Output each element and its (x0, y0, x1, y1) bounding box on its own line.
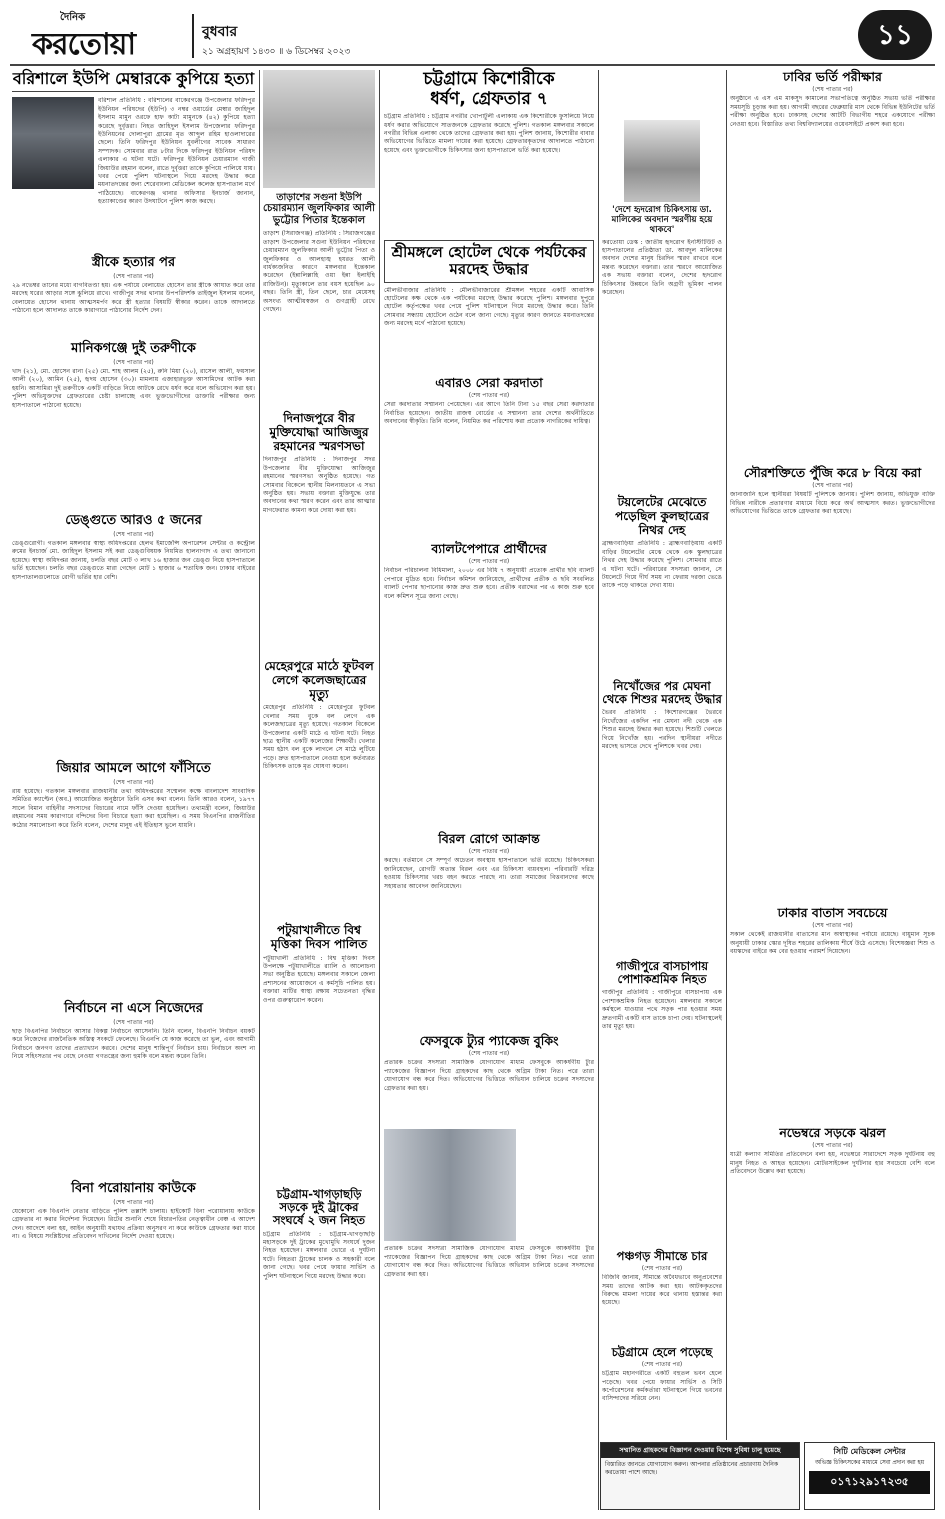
article-hudaroy (602, 120, 722, 489)
headline: চট্টগ্রাম-খাগড়াছড়ি সড়কে দুই ট্রাকের সংঘর্ষে ২ জন নিহত (272, 1187, 366, 1228)
headline: বিরল রোগে আক্রান্ত (438, 831, 540, 846)
column-rule (598, 70, 599, 1510)
headline: বিনা পরোয়ানায় কাউকে (71, 1181, 196, 1196)
article-body: ভৈরব প্রতিনিধি : কিশোরগঞ্জের ভৈরবে নিখোঁজের একদিন পর মেঘনা নদী থেকে এক শিশুর মরদেহ উদ্ধার করা হয়েছে। শিশুটি খেলতে গিয়ে নিখোঁজ হয়। পরদিন স্থানীয়রা নদীতে মরদেহ ভাসতে দেখে পুলিশকে খবর দেয়। (602, 709, 722, 751)
article-body: যেকোনো এক বিএনপি নেতার বাড়িতে পুলিশ তল্লাশি চালায়। হাইকোর্ট বিনা পরোয়ানায় কাউকে গ্রেফতার না করার নির্দেশনা দিয়েছেন। রিটের শুনানি শেষে বিচারপতির নেতৃত্বাধীন বেঞ্চ এ আদেশ দেন। আদেশে বলা হয়, আইন অনুযায়ী যথাযথ প্রক্রিয়া অনুসরণ না করে কাউকে গ্রেফতার করা যাবে না। এ বিষয়ে সংশ্লিষ্টদের প্রতিবেদন দাখিলের নির্দেশ দেওয়া হয়েছে। (12, 1207, 255, 1241)
article-patuakhali (263, 924, 375, 1165)
arrested-photo (384, 1129, 516, 1241)
headline-line-1: চট্টগ্রামে কিশোরীকে (423, 69, 555, 89)
headline: চেয়ারম্যান জুলফিকার আলী ভুট্টোর পিতার ইন্তেকাল (263, 203, 375, 227)
continued-label: (শেষ পাতার পর) (113, 1198, 154, 1206)
brand-logo: করতোয়া (32, 27, 136, 62)
article-ballotpaper (384, 542, 594, 823)
column-rule (379, 70, 380, 1510)
continued-label: (শেষ পাতার পর) (812, 482, 853, 490)
article-body: করতোয়া ডেস্ক : জাতীয় হৃদরোগ ইনস্টিটিউট ও হাসপাতালের প্রতিষ্ঠাতা ডা. আবদুল মালিকের অবদান দেশের মানুষ চিরদিন স্মরণ রাখবে বলে মন্তব্য করেছেন বক্তারা। তার স্মরণে আয়োজিত এক সভায় বক্তারা বলেন, দেশের হৃদরোগ চিকিৎসার উন্নয়নে তিনি অগ্রণী ভূমিকা পালন করেছেন। (602, 238, 722, 296)
article-body: ছাড় বিএনপির নির্বাচনে আসার বিকল্প নির্বাচনে আসেননি। তিনি বলেন, বিএনপি নির্বাচন বয়কট করে নিজেদের রাজনৈতিক অস্তিত্ব সংকটে ফেলেছে। বিএনপি যে কাজ করেছে তা ভুল, এবং আগামী নির্বাচনে জনগণ তাদের প্রত্যাখ্যান করবে। দেশের মানুষ শান্তিপূর্ণ নির্বাচন চায়। নির্বাচনে অংশ না নিয়ে সহিংসতার পথ বেছে নেওয়া গণতন্ত্রের জন্য হুমকি বলে মন্তব্য করেন তিনি। (12, 1027, 255, 1061)
continued-label: (শেষ পাতার পর) (468, 848, 510, 856)
article-dhaka-bayu (730, 906, 935, 1121)
article-zia (12, 762, 255, 998)
elder-photo (263, 70, 375, 188)
article-nirbachon (12, 1002, 255, 1176)
day-label: বুধবার (202, 24, 238, 40)
ad-right-title: সিটি মেডিকেল সেন্টার (833, 1447, 906, 1456)
headline-line-2: ধর্ষণ, গ্রেফতার ৭ (430, 88, 548, 109)
headline: মানিকগঞ্জে দুই তরুণীকে (71, 341, 196, 356)
continued-label: (শেষ পাতার পর) (113, 530, 154, 538)
article-sera-karadata (384, 376, 594, 543)
date-label: ২১ অগ্রহায়ণ ১৪৩০ ॥ ৬ ডিসেম্বর ২০২৩ (202, 47, 351, 57)
ad-left (600, 1442, 800, 1510)
article-bina (12, 1182, 255, 1519)
continued-label: (শেষ পাতার পর) (812, 86, 853, 94)
doctor-photo (624, 120, 700, 202)
continued-label: (শেষ পাতার পর) (641, 1361, 683, 1369)
continued-label: (শেষ পাতার পর) (468, 1050, 510, 1058)
ad-left-banner: সম্মানিত গ্রাহকদের বিজ্ঞাপন দেওয়ার বিশেষ সুবিধা চালু হয়েছে (601, 1443, 799, 1458)
headline: গাজীপুরে বাসচাপায় পোশাকশ্রমিক নিহত (616, 959, 708, 987)
continued-label: (শেষ পাতার পর) (113, 272, 154, 280)
article-dengue (12, 514, 255, 756)
article-body: করছে। বর্তমানে সে সম্পূর্ণ অচেতন অবস্থায় হাসপাতালে ভর্তি রয়েছে। চিকিৎসকরা জানিয়েছেন, রোগটি অত্যন্ত বিরল এবং এর চিকিৎসা ব্যয়বহুল। পরিবারটি দরিদ্র হওয়ায় চিকিৎসার খরচ বহন করতে পারছে না। তারা সমাজের বিত্তবানদের কাছে সহায়তার আবেদন জানিয়েছেন। (384, 857, 594, 890)
article-panchagarh (602, 1250, 722, 1336)
article-body: দিনাজপুর প্রতিনিধি : দিনাজপুর সদর উপজেলার বীর মুক্তিযোদ্ধা আজিজুর রহমানের স্মরণসভা অনুষ্ঠিত হয়েছে। গত সোমবার বিকেলে স্থানীয় মিলনায়তনে এ সভা অনুষ্ঠিত হয়। সভায় বক্তারা মুক্তিযুদ্ধে তার অবদানের কথা স্মরণ করেন এবং তার আত্মার মাগফেরাত কামনা করে দোয়া করা হয়। (263, 456, 375, 514)
article-body: তাড়াশ (সিরাজগঞ্জ) প্রতিনিধি : সিরাজগঞ্জের তাড়াশ উপজেলার সগুনা ইউনিয়ন পরিষদের চেয়ারম্যান জুলফিকার আলী ভুট্টোর পিতা ও জুলফিকার ও আলহাজ্ব হযরত আলী বার্ধক্যজনিত কারণে মঙ্গলবার ইন্তেকাল করেছেন (ইন্নালিল্লাহি ওয়া ইন্না ইলাইহি রাজিউন)। মৃত্যুকালে তার বয়স হয়েছিল ৯০ বছর। তিনি স্ত্রী, তিন ছেলে, চার মেয়েসহ অসংখ্য আত্মীয়স্বজন ও গুণগ্রাহী রেখে গেছেন। (263, 230, 375, 314)
headline: জিয়ার আমলে আগে ফাঁসিতে (56, 761, 211, 776)
continued-label: (শেষ পাতার পর) (812, 922, 853, 930)
headline: এবারও সেরা করদাতা (435, 375, 543, 390)
article-tarash (263, 70, 375, 390)
brand-small: দৈনিক (60, 12, 86, 23)
article-manikganj (12, 342, 255, 510)
article-stri-hotya (12, 256, 255, 342)
article-body: গাজীপুর প্রতিনিধি : গাজীপুরে বাসচাপায় এক পোশাকশ্রমিক নিহত হয়েছেন। মঙ্গলবার সকালে কর্মস্থলে যাওয়ার পথে সড়ক পার হওয়ার সময় দ্রুতগামী একটি বাস তাকে চাপা দেয়। ঘটনাস্থলেই তার মৃত্যু হয়। (602, 989, 722, 1031)
continued-label: (শেষ পাতার পর) (468, 558, 510, 566)
headline: শ্রীমঙ্গলে হোটেল থেকে পর্যটকের মরদেহ উদ্ধার (384, 240, 594, 283)
masthead-divider (192, 14, 194, 58)
headline: ঢাকার বাতাস সবচেয়ে (777, 905, 888, 920)
headline: স্ত্রীকে হত্যার পর (91, 255, 176, 270)
article-sourashakti (730, 466, 935, 901)
article-body: অনুষ্ঠানে এ এস এম মাকসুদ কামালের সভাপতিত্বে অনুষ্ঠিত সভায় ভর্তি পরীক্ষার সময়সূচি চূড়ান্ত করা হয়। আগামী বছরের ফেব্রুয়ারি মাস থেকে বিভিন্ন ইউনিটের ভর্তি পরীক্ষা অনুষ্ঠিত হবে। ঢাকাসহ দেশের আটটি বিভাগীয় শহরে একযোগে পরীক্ষা নেওয়া হবে। বিস্তারিত তথ্য বিশ্ববিদ্যালয়ের ওয়েবসাইটে প্রকাশ করা হবে। (730, 95, 935, 128)
article-body: সকাল থেকেই রাজধানীর বাতাসের মান অস্বাস্থ্যকর পর্যায়ে রয়েছে। বায়ুমান সূচক অনুযায়ী ঢাকার স্কোর দূষিত শহরের তালিকায় শীর্ষে উঠে এসেছে। বিশেষজ্ঞরা শিশু ও বয়স্কদের বাইরে কম বের হওয়ার পরামর্শ দিয়েছেন। (730, 931, 935, 956)
person-photo (12, 97, 94, 189)
ad-right (804, 1442, 935, 1510)
headline: ডেঙ্গুতে আরও ৫ জনের (65, 513, 202, 528)
headline: পটুয়াখালীতে বিশ্ব মৃত্তিকা দিবস পালিত (270, 923, 368, 951)
column-rule (259, 70, 260, 1510)
ad-left-text: বিস্তারিত জানতে যোগাযোগ করুন। আপনার প্রতিষ্ঠানের প্রচারণায় দৈনিক করতোয়া পাশে আছে। (605, 1461, 779, 1476)
continued-label: (শেষ পাতার পর) (812, 1142, 853, 1150)
article-body: নির্বাচন পরিচালনা বিধিমালা, ২০০৮ এর বিধি ৭ অনুযায়ী প্রত্যেক প্রার্থীর ছবি ব্যালট পেপারে মুদ্রিত হবে। নির্বাচন কমিশন জানিয়েছে, প্রার্থীদের প্রতীক ও ছবি সংবলিত ব্যালট পেপার ছাপানোর কাজ দ্রুত শুরু হবে। প্রতীক বরাদ্দের পর এ কাজ শুরু হবে বলে কমিশন সূত্রে জানা গেছে। (384, 567, 594, 600)
article-barishal (12, 70, 255, 265)
headline: চট্টগ্রামে হেলে পড়েছে (611, 1345, 713, 1359)
continued-label: (শেষ পাতার পর) (113, 358, 154, 366)
article-meherpur (263, 660, 375, 914)
headline: মেহেরপুরে মাঠে ফুটবল লেগে কলেজছাত্রের মৃত্যু (264, 659, 374, 701)
article-body: জানাজানি হলে স্থানীয়রা বিষয়টি পুলিশকে জানায়। পুলিশ জানায়, অভিযুক্ত ব্যক্তি বিভিন্ন নারীকে প্রতারণার মাধ্যমে বিয়ে করে অর্থ আত্মসাৎ করত। ভুক্তভোগীদের অভিযোগের ভিত্তিতে তাকে গ্রেফতার করা হয়েছে। (730, 491, 935, 516)
headline: ফেসবুকে ট্যুর প্যাকেজ বুকিং (419, 1033, 559, 1048)
column-rule (726, 70, 727, 1440)
article-gazipur (602, 960, 722, 1229)
article-body: খাদ (২১), মো. হোসেন রানা (২৫) মো. শাহ আলম (২৫), রুনি মিয়া (২০), রাসেল আলী, ফয়সাল আলী (২০), আমিন (২৫), হৃদয় হোসেন (৩০)। মামলায় এজাহারভুক্ত আসামিদের আটক করা হয়নি। আসামিরা দুই তরুণীকে একটি বাড়িতে নিয়ে আটকে রেখে ধর্ষণ করে বলে অভিযোগ করা হয়। পুলিশ অভিযুক্তদের গ্রেফতারের চেষ্টা চালাচ্ছে এবং ভুক্তভোগীদের ডাক্তারি পরীক্ষার জন্য হাসপাতালে পাঠানো হয়েছে। (12, 367, 255, 409)
headline: বরিশালে ইউপি মেম্বারকে কুপিয়ে হত্যা (12, 70, 255, 92)
article-dinajpur (263, 412, 375, 651)
article-body: মেহেরপুর প্রতিনিধি : মেহেরপুরে ফুটবল খেলার সময় বুকে বল লেগে এক কলেজছাত্রের মৃত্যু হয়েছে। গতকাল বিকেলে উপজেলার একটি মাঠে এ ঘটনা ঘটে। নিহত ছাত্র স্থানীয় একটি কলেজের শিক্ষার্থী। খেলার সময় হঠাৎ বল বুকে লাগলে সে মাঠে লুটিয়ে পড়ে। দ্রুত হাসপাতালে নেওয়া হলে কর্তব্যরত চিকিৎসক তাকে মৃত ঘোষণা করেন। (263, 704, 375, 771)
article-birol-rog (384, 832, 594, 1021)
article-body: চট্টগ্রাম প্রতিনিধি : চট্টগ্রাম-খাগড়াছড়ি মহাসড়কে দুই ট্রাকের মুখোমুখি সংঘর্ষে দুজন নিহত হয়েছেন। মঙ্গলবার ভোরে এ দুর্ঘটনা ঘটে। নিহতরা ট্রাকের চালক ও সহকারী বলে জানা গেছে। খবর পেয়ে ফায়ার সার্ভিস ও পুলিশ ঘটনাস্থলে গিয়ে মরদেহ উদ্ধার করে। (263, 1230, 375, 1280)
article-ctg-khagrachari (263, 1188, 375, 1491)
article-body: বিজিবি জানায়, সীমান্তে অবৈধভাবে অনুপ্রবেশের সময় তাদের আটক করা হয়। আটককৃতদের বিরুদ্ধে মামলা দায়ের করে থানায় হস্তান্তর করা হয়েছে। (602, 1274, 722, 1307)
headline: নভেম্বরে সড়কে ঝরল (779, 1125, 886, 1140)
headline: নির্বাচনে না এসে নিজেদের (64, 1001, 203, 1016)
article-body-cont: প্রতারক চক্রের সদস্যরা সামাজিক যোগাযোগ মাধ্যম ফেসবুকে আকর্ষণীয় ট্যুর প্যাকেজের বিজ্ঞাপন দিয়ে গ্রাহকদের কাছ থেকে অগ্রিম টাকা নিত। পরে তারা যোগাযোগ বন্ধ করে দিত। অভিযোগের ভিত্তিতে অভিযান চালিয়ে চক্রের সদস্যদের গ্রেফতার করা হয়। (384, 1245, 594, 1278)
article-body: ব্রাহ্মণবাড়িয়া প্রতিনিধি : ব্রাহ্মণবাড়িয়ায় একটি বাড়ির টয়লেটের মেঝে থেকে এক স্কুলছাত্রের নিথর দেহ উদ্ধার করেছে পুলিশ। সোমবার রাতে এ ঘটনা ঘটে। পরিবারের সদস্যরা জানান, সে টয়লেটে গিয়ে দীর্ঘ সময় না ফেরায় দরজা ভেঙে তাকে পড়ে থাকতে দেখা যায়। (602, 540, 722, 590)
headline: টয়লেটের মেঝেতে পড়েছিল কুলছাত্রের নিথর দেহ (615, 495, 709, 537)
page-number: ১১ (876, 18, 914, 51)
ad-right-text: অভিজ্ঞ চিকিৎসকের মাধ্যমে সেবা প্রদান করা হয় (815, 1460, 924, 1466)
continued-label: (শেষ পাতার পর) (113, 1018, 154, 1026)
article-body: মৌলভীবাজার প্রতিনিধি : মৌলভীবাজারের শ্রীমঙ্গল শহরের একটি আবাসিক হোটেলের কক্ষ থেকে এক পর্যটকের মরদেহ উদ্ধার করেছে পুলিশ। মঙ্গলবার দুপুরে হোটেল কর্তৃপক্ষের খবর পেয়ে পুলিশ ঘটনাস্থলে গিয়ে মরদেহ উদ্ধার করে। তিনি সোমবার সন্ধ্যায় হোটেলে ওঠেন বলে জানা গেছে। মৃত্যুর কারণ জানতে ময়নাতদন্তের জন্য মরদেহ মর্গে পাঠানো হয়েছে। (384, 286, 594, 328)
masthead-rule (10, 64, 935, 66)
article-body: চট্টগ্রাম প্রতিনিধি : চট্টগ্রাম নগরীর খোপাটুলী এলাকায় এক কিশোরীকে ফুসলিয়ে নিয়ে ধর্ষণ করার অভিযোগে সাতজনকে গ্রেফতার করেছে পুলিশ। গতকাল মঙ্গলবার সকালে নগরীর বিভিন্ন এলাকা থেকে তাদের গ্রেফতার করা হয়। পুলিশ জানায়, কিশোরীর বাবার অভিযোগের ভিত্তিতে মামলা দায়ের করা হয়েছে। গ্রেফতারকৃতদের আদালতে পাঠানো হয়েছে এবং ভুক্তভোগীকে চিকিৎসার জন্য হাসপাতালে ভর্তি করা হয়েছে। (384, 113, 594, 154)
continued-label: (শেষ পাতার পর) (641, 1265, 683, 1273)
article-body: বরিশাল প্রতিনিধি : বরিশালের বাকেরগঞ্জে উপজেলার ফরিদপুর ইউনিয়ন পরিষদের (ইউপি) ৩ নম্বর ওয়ার্ডের মেম্বার জাহিদুল ইসলাম মামুন ওরফে হাফ কাটা মামুনকে (৪২) কুপিয়ে হত্যা করেছে দুর্বৃত্তরা। নিহত জাহিদুল ইসলাম উপজেলার ফরিদপুর ইউনিয়নের দোলাপুরা গ্রামের মৃত আব্দুল রহিম হাওলাদারের ছেলে। তিনি ফরিদপুর ইউনিয়ন যুবলীগের সাবেক সাধারণ সম্পাদক। সোমবার রাত ৮টার দিকে ফরিদপুর ইউনিয়ন পরিষদ এলাকার এ ঘটনা ঘটে। ফরিদপুর ইউনিয়ন চেয়ারম্যান গাজী জিয়াউর রহমান বলেন, রাতে দুর্বৃত্তরা তাকে কুপিয়ে পালিয়ে যায়। খবর পেয়ে পুলিশ ঘটনাস্থলে গিয়ে মরদেহ উদ্ধার করে ময়নাতদন্তের জন্য শেরেবাংলা মেডিকেল কলেজ হাসপাতাল মর্গে পাঠিয়েছে। বাকেরগঞ্জ থানার অফিসার ইনচার্জ জানান, হত্যাকাণ্ডের কারণ উদঘাটনে পুলিশ কাজ করছে। (98, 97, 255, 206)
masthead (10, 6, 935, 64)
headline: ব্যালটপেপারে প্রার্থীদের (431, 541, 547, 556)
photo-caption-title: তাড়াশের সগুনা ইউপি (276, 192, 362, 203)
continued-label: (শেষ পাতার পর) (468, 392, 510, 400)
headline: সৌরশক্তিতে পুঁজি করে ৮ বিয়ে করা (743, 465, 922, 480)
headline: নিখোঁজের পর মেঘনা থেকে শিশুর মরদেহ উদ্ধার (602, 679, 722, 707)
article-november-road (730, 1126, 935, 1451)
article-body: ২৯ নভেম্বর তানের মধ্যে বাগবিতণ্ডা হয়। এক পর্যায়ে বেলায়েত হোসেন তার স্ত্রীকে আঘাত করে তার মরদেহ ঘরের আড়ার সঙ্গে ঝুলিয়ে রাখে। গাজীপুর সদর থানার উপপরিদর্শক তাইজুল ইসলাম বলেন, বেলায়েত হোসেন থানায় আত্মসমর্পণ করে স্ত্রী হত্যার বিষয়টি স্বীকার করেন। তাকে আদালতে পাঠানো হলে আদালত তাকে কারাগারে পাঠানোর নির্দেশ দেন। (12, 281, 255, 315)
article-body: যাত্রী কল্যাণ সমিতির প্রতিবেদনে বলা হয়, নভেম্বরে সারাদেশে সড়ক দুর্ঘটনায় বহু মানুষ নিহত ও আহত হয়েছেন। মোটরসাইকেল দুর্ঘটনার হার সবচেয়ে বেশি বলে প্রতিবেদনে উল্লেখ করা হয়েছে। (730, 1151, 935, 1176)
headline: ঢাবির ভর্তি পরীক্ষার (783, 69, 882, 84)
article-facebook-tour (384, 1034, 594, 1495)
article-body: প্রতারক চক্রের সদস্যরা সামাজিক যোগাযোগ মাধ্যম ফেসবুকে আকর্ষণীয় ট্যুর প্যাকেজের বিজ্ঞাপন দিয়ে গ্রাহকদের কাছ থেকে অগ্রিম টাকা নিত। পরে তারা যোগাযোগ বন্ধ করে দিত। অভিযোগের ভিত্তিতে অভিযান চালিয়ে চক্রের সদস্যদের গ্রেফতার করা হয়। (384, 1059, 594, 1092)
article-body: পটুয়াখালী প্রতিনিধি : বিশ্ব মৃত্তিকা দিবস উপলক্ষে পটুয়াখালীতে র‍্যালি ও আলোচনা সভা অনুষ্ঠিত হয়েছে। মঙ্গলবার সকালে জেলা প্রশাসনের আয়োজনে এ কর্মসূচি পালিত হয়। বক্তারা মাটির স্বাস্থ্য রক্ষায় সচেতনতা বৃদ্ধির ওপর গুরুত্বারোপ করেন। (263, 954, 375, 1004)
continued-label: (শেষ পাতার পর) (113, 778, 154, 786)
headline: দিনাজপুরে বীর মুক্তিযোদ্ধা আজিজুর রহমানের স্মরণসভা (269, 411, 369, 453)
article-body: চট্টগ্রাম মহানগরীতে একটি বহুতল ভবন হেলে পড়েছে। খবর পেয়ে ফায়ার সার্ভিস ও সিটি কর্পোরেশনের কর্মকর্তারা ঘটনাস্থলে গিয়ে ভবনের বাসিন্দাদের সরিয়ে নেন। (602, 1370, 722, 1403)
ad-phone: ০১৭১২৯১৭২৩৫ (809, 1471, 930, 1494)
page-number-badge (858, 10, 932, 60)
article-body: সেরা করদাতার সম্মাননা পেয়েছেন। এর আগে তিনি টানা ১৫ বছর সেরা করদাতার নির্বাচিত হয়েছেন। জাতীয় রাজস্ব বোর্ডের এ সম্মাননা তার দেশের অর্থনীতিতে অবদানের স্বীকৃতি। তিনি বলেন, নিয়মিত কর পরিশোধ করা প্রত্যেক নাগরিকের দায়িত্ব। (384, 401, 594, 426)
article-body: রায় হয়েছে। গতকাল মঙ্গলবার রাজধানীর তথ্য অধিদপ্তরের সম্মেলন কক্ষে বাংলাদেশ সাংবাদিক সমিতির ক্যাপ্টেন (অব.) আয়োজিত অনুষ্ঠানে তিনি এসব কথা বলেন। তিনি আরও বলেন, ১৯৭৭ সালে বিমান বাহিনীর সদস্যদের বিচারের নামে ফাঁসি দেওয়া হয়েছিল। তথ্যমন্ত্রী বলেন, জিয়াউর রহমানের সময় কারাগারে বন্দিদের বিনা বিচারে হত্যা করা হয়েছিল। এ সময় বিএনপির রাজনীতির কঠোর সমালোচনা করে তিনি বলেন, দেশের মানুষ এই ইতিহাস ভুলে যায়নি। (12, 787, 255, 829)
article-dabir-bharti (730, 70, 935, 455)
article-tailor (602, 496, 722, 672)
article-nikhoj (602, 680, 722, 941)
article-srimangal (384, 240, 594, 371)
article-body: ডেঙ্গুরোগী। গতকাল মঙ্গলবার স্বাস্থ্য অধিদপ্তরের হেলথ ইমার্জেন্সি অপারেশন সেন্টার ও কন্ট্রোল রুমের ইনচার্জ মো. জাহিদুল ইসলাম সই করা ডেঙ্গুবিষয়ক নিয়মিত হালনাগাদ এ তথ্য জানানো হয়েছে। স্বাস্থ্য অধিদপ্তর জানায়, চলতি বছর মোট ৩ লাখ ১৬ হাজার জন ডেঙ্গু নিয়ে হাসপাতালে ভর্তি হয়েছেন। চলতি বছর ডেঙ্গুতে মারা গেছেন মোট ১ হাজার ৬ শতাধিক জন। ঢাকার বাইরের হাসপাতালগুলোতে রোগী ভর্তির হার বেশি। (12, 539, 255, 581)
headline: পঞ্চগড় সীমান্তে চার (616, 1249, 708, 1263)
photo-quote: 'দেশে হৃদরোগ চিকিৎসায় ডা. মালিকের অবদান স্মরণীয় হয়ে থাকবে' (611, 205, 713, 236)
article-ctg-rape (384, 70, 594, 221)
